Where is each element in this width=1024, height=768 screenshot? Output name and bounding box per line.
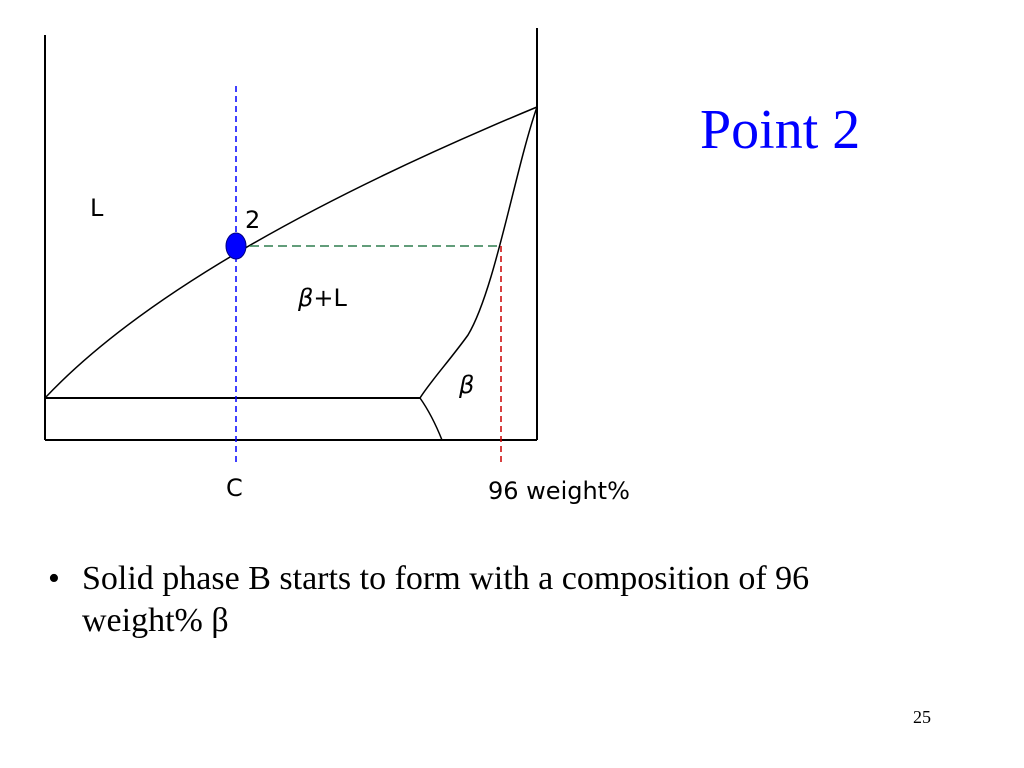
point-label: 2 xyxy=(245,206,261,234)
beta-region-label: β xyxy=(459,371,475,399)
liquid-region-label: L xyxy=(90,194,104,222)
point-marker xyxy=(226,233,246,259)
beta-liquid-region-label xyxy=(297,284,347,312)
page-number: 25 xyxy=(913,707,931,727)
solvus-curve xyxy=(420,398,442,440)
composition-label: C xyxy=(226,474,243,502)
bullet-text: Solid phase B starts to form with a composition of 96 weight% β xyxy=(82,560,810,639)
bullet-dot: • xyxy=(48,560,60,597)
liquidus-curve xyxy=(45,107,537,398)
plus-liquid-text: +L xyxy=(313,284,347,312)
slide-title: Point 2 xyxy=(700,99,861,161)
tie-line-end-label: 96 weight% xyxy=(488,477,630,505)
beta-symbol: β xyxy=(298,284,314,312)
